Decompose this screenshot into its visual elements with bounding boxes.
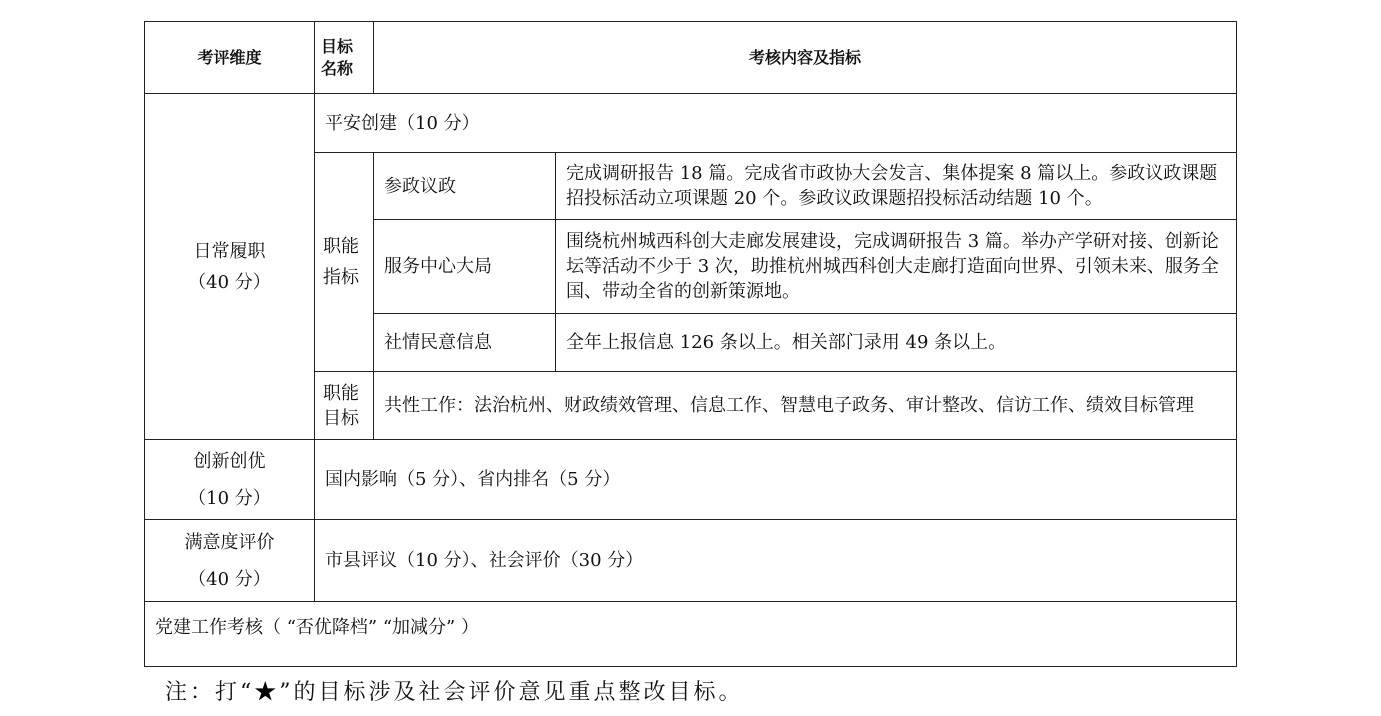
footnote-suffix: ”的目标涉及社会评价意见重点整改目标。 [279, 680, 744, 705]
daily-dimension-line1: 日常履职 [193, 240, 266, 262]
footnote [165, 676, 744, 710]
innovation-content: 国内影响（5 分）、省内排名（5 分） [315, 440, 1237, 520]
satisfaction-dimension-line2: （40 分） [188, 568, 271, 590]
safety-row [145, 94, 1237, 153]
header-target-name-line2: 名称 [321, 58, 354, 78]
function-target-line1: 职能 [323, 382, 359, 404]
header-row [145, 22, 1237, 94]
function-target-content: 共性工作：法治杭州、财政绩效管理、信息工作、智慧电子政务、审计整改、信访工作、绩效目标管理 [374, 372, 1237, 440]
assessment-table [144, 21, 1237, 667]
header-dimension: 考评维度 [145, 22, 315, 94]
header-target-name [315, 22, 374, 94]
satisfaction-dimension-line1: 满意度评价 [184, 531, 275, 553]
function-indicator-line1: 职能 [323, 236, 359, 257]
innovation-dimension-cell [145, 440, 315, 520]
indicator-name: 服务中心大局 [374, 220, 556, 314]
satisfaction-dimension-cell [145, 520, 315, 602]
daily-dimension-line2: （40 分） [188, 271, 271, 293]
indicator-name: 参政议政 [374, 153, 556, 220]
party-content: 党建工作考核（ “否优降档” “加减分” ） [145, 602, 1237, 667]
daily-dimension-cell [145, 94, 315, 440]
indicator-name: 社情民意信息 [374, 314, 556, 372]
satisfaction-content: 市县评议（10 分）、社会评价（30 分） [315, 520, 1237, 602]
star-icon: ★ [254, 680, 280, 705]
function-indicator-cell [315, 153, 374, 372]
satisfaction-row [145, 520, 1237, 602]
indicator-content: 全年上报信息 126 条以上。相关部门录用 49 条以上。 [556, 314, 1237, 372]
function-target-cell [315, 372, 374, 440]
header-content: 考核内容及指标 [374, 22, 1237, 94]
function-indicator-line2: 指标 [323, 267, 359, 288]
safety-cell: 平安创建（10 分） [315, 94, 1237, 153]
innovation-row [145, 440, 1237, 520]
party-row [145, 602, 1237, 667]
function-target-line2: 目标 [323, 407, 359, 429]
header-target-name-line1: 目标 [321, 36, 354, 56]
innovation-dimension-line2: （10 分） [188, 487, 271, 509]
indicator-content: 围绕杭州城西科创大走廊发展建设，完成调研报告 3 篇。举办产学研对接、创新论坛等活动不少于 3 次，助推杭州城西科创大走廊打造面向世界、引领未来、服务全国、带动全省的创新策源地。 [556, 220, 1237, 314]
footnote-prefix: 注：打“ [165, 680, 255, 705]
indicator-content: 完成调研报告 18 篇。完成省市政协大会发言、集体提案 8 篇以上。参政议政课题招投标活动立项课题 20 个。参政议政课题招投标活动结题 10 个。 [556, 153, 1237, 220]
innovation-dimension-line1: 创新创优 [193, 450, 266, 472]
